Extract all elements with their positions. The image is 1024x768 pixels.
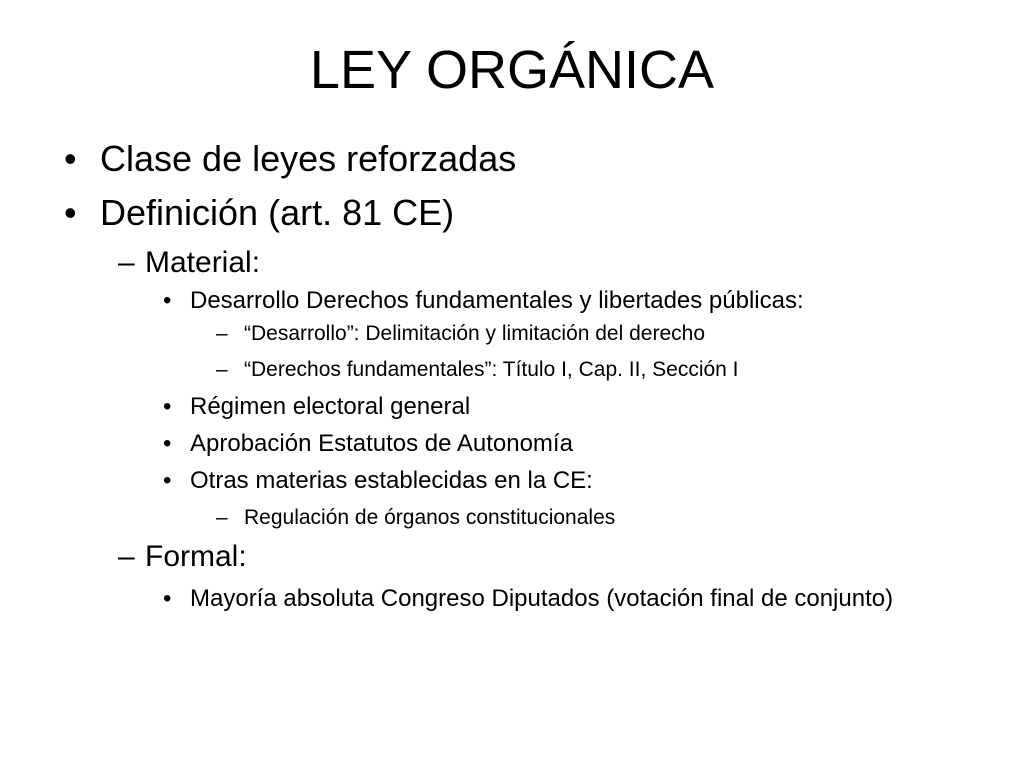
list-item-text: Material: — [145, 246, 261, 279]
dash-marker: – — [216, 358, 228, 381]
list-item-text: Regulación de órganos constitucionales — [244, 506, 616, 529]
list-item — [0, 584, 1024, 648]
list-item-text: “Desarrollo”: Delimitación y limitación del derecho — [244, 322, 706, 345]
dash-marker: – — [216, 506, 228, 529]
bullet-marker: • — [163, 467, 172, 494]
list-item-text: Formal: — [145, 540, 247, 573]
bullet-marker: • — [163, 393, 172, 420]
bullet-marker: • — [163, 287, 172, 314]
bullet-marker: • — [64, 192, 77, 233]
slide-title: LEY ORGÁNICA — [309, 40, 715, 100]
list-item-text: Régimen electoral general — [190, 393, 471, 420]
list-item-text: Aprobación Estatutos de Autonomía — [190, 430, 573, 457]
list-item-text: Otras materias establecidas en la CE: — [190, 467, 593, 494]
dash-marker: – — [118, 246, 135, 279]
list-item-text: “Derechos fundamentales”: Título I, Cap. II, Sección I — [244, 358, 739, 381]
dash-marker: – — [216, 322, 228, 345]
bullet-marker: • — [163, 585, 172, 612]
bullet-marker: • — [163, 430, 172, 457]
list-item-text: Clase de leyes reforzadas — [100, 138, 517, 179]
bullet-marker: • — [64, 138, 77, 179]
list-item-text: Desarrollo Derechos fundamentales y libertades públicas: — [190, 287, 804, 314]
list-item-text: Mayoría absoluta Congreso Diputados (votación final de conjunto) — [190, 585, 894, 612]
dash-marker: – — [118, 540, 135, 573]
list-item-text: Definición (art. 81 CE) — [100, 192, 455, 233]
